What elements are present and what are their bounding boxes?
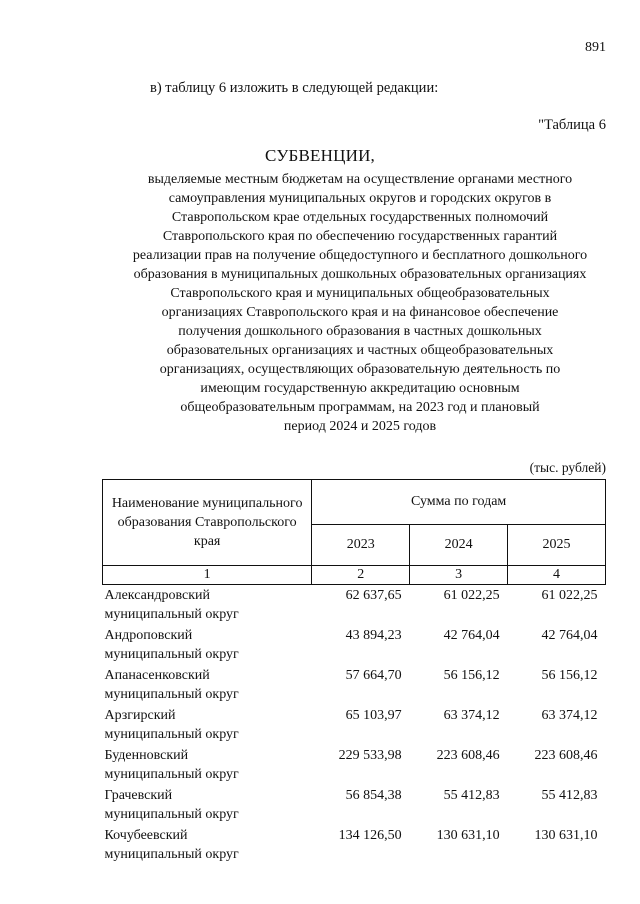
value-2024: 56 156,12 (443, 668, 500, 683)
table-row (103, 745, 606, 785)
municipality-name-line: муниципальный округ (104, 687, 239, 702)
subvention-table (102, 479, 606, 865)
value-2025: 61 022,25 (541, 588, 598, 603)
value-2025: 42 764,04 (541, 628, 598, 643)
intro-line: в) таблицу 6 изложить в следующей редакции: (150, 80, 439, 96)
municipality-name (103, 705, 312, 745)
table-row (103, 665, 606, 705)
value-2025: 223 608,46 (534, 748, 598, 763)
value-2023: 57 664,70 (345, 668, 402, 683)
value-2023: 62 637,65 (345, 588, 402, 603)
municipality-name (103, 825, 312, 865)
value-2023: 43 894,23 (345, 628, 402, 643)
value-2024: 42 764,04 (443, 628, 500, 643)
column-number: 4 (508, 566, 606, 585)
subtitle-line: Ставропольского края и муниципальных общеобразовательных (170, 286, 550, 301)
units-note: (тыс. рублей) (529, 460, 606, 475)
table-label: "Таблица 6 (538, 117, 606, 133)
subtitle-line: получения дошкольного образования в частных дошкольных (178, 324, 542, 339)
municipality-name (103, 585, 312, 626)
subtitle-line: имеющим государственную аккредитацию основным (200, 381, 520, 396)
value-2024: 55 412,83 (443, 788, 500, 803)
subtitle-line: образовательных организациях и частных общеобразовательных (166, 343, 554, 358)
municipality-name-line: Андроповский (104, 628, 193, 643)
subtitle-line: организациях, осуществляющих образовательную деятельность по (159, 362, 561, 377)
value-2025: 63 374,12 (541, 708, 598, 723)
municipality-name-line: Апанасенковский (104, 668, 210, 683)
document-title: СУБВЕНЦИИ, (265, 146, 375, 165)
municipality-name-line: муниципальный округ (104, 647, 239, 662)
municipality-name-line: Буденновский (104, 748, 189, 763)
table-row (103, 585, 606, 626)
municipality-name-line: Кочубеевский (104, 828, 188, 843)
table-row (103, 625, 606, 665)
table-row (103, 705, 606, 745)
municipality-name-line: муниципальный округ (104, 807, 239, 822)
column-number: 3 (410, 566, 508, 585)
table-row (103, 785, 606, 825)
municipality-name-line: Арзгирский (104, 708, 176, 723)
subtitle-line: реализации прав на получение общедоступного и бесплатного дошкольного (132, 248, 588, 263)
column-numbers-row (103, 566, 606, 585)
document-subtitle (100, 170, 620, 436)
municipality-name (103, 745, 312, 785)
value-2023: 229 533,98 (338, 748, 402, 763)
value-2025: 55 412,83 (541, 788, 598, 803)
subtitle-line: общеобразовательным программам, на 2023 год и плановый (180, 400, 540, 415)
value-2023: 56 854,38 (345, 788, 402, 803)
column-number: 1 (103, 566, 312, 585)
subtitle-line: организациях Ставропольского края и на финансовое обеспечение (161, 305, 559, 320)
subtitle-line: выделяемые местным бюджетам на осуществление органами местного (147, 172, 573, 187)
municipality-name-line: муниципальный округ (104, 847, 239, 862)
value-2025: 56 156,12 (541, 668, 598, 683)
header-year-2024: 2024 (410, 525, 508, 566)
header-municipality: Наименование муниципального образования Ставропольского края (103, 480, 312, 566)
municipality-name-line: муниципальный округ (104, 767, 239, 782)
municipality-name-line: Грачевский (104, 788, 173, 803)
header-sum-by-years: Сумма по годам (312, 480, 606, 525)
value-2023: 65 103,97 (345, 708, 402, 723)
subtitle-line: Ставропольском крае отдельных государственных полномочий (171, 210, 549, 225)
value-2023: 134 126,50 (338, 828, 402, 843)
table-header (103, 480, 606, 566)
table-row (103, 825, 606, 865)
header-year-2025: 2025 (508, 525, 606, 566)
subtitle-line: образования в муниципальных дошкольных образовательных организациях (133, 267, 587, 282)
table-body (103, 585, 606, 866)
value-2024: 63 374,12 (443, 708, 500, 723)
value-2024: 130 631,10 (436, 828, 500, 843)
page-number: 891 (585, 40, 606, 55)
subtitle-line: период 2024 и 2025 годов (283, 419, 437, 434)
municipality-name-line: муниципальный округ (104, 727, 239, 742)
value-2025: 130 631,10 (534, 828, 598, 843)
municipality-name-line: муниципальный округ (104, 607, 239, 622)
subtitle-line: Ставропольского края по обеспечению государственных гарантий (162, 229, 558, 244)
municipality-name (103, 625, 312, 665)
column-number: 2 (312, 566, 410, 585)
value-2024: 223 608,46 (436, 748, 500, 763)
header-year-2023: 2023 (312, 525, 410, 566)
value-2024: 61 022,25 (443, 588, 500, 603)
municipality-name (103, 785, 312, 825)
municipality-name-line: Александровский (104, 588, 211, 603)
subtitle-line: самоуправления муниципальных округов и городских округов в (168, 191, 552, 206)
municipality-name (103, 665, 312, 705)
